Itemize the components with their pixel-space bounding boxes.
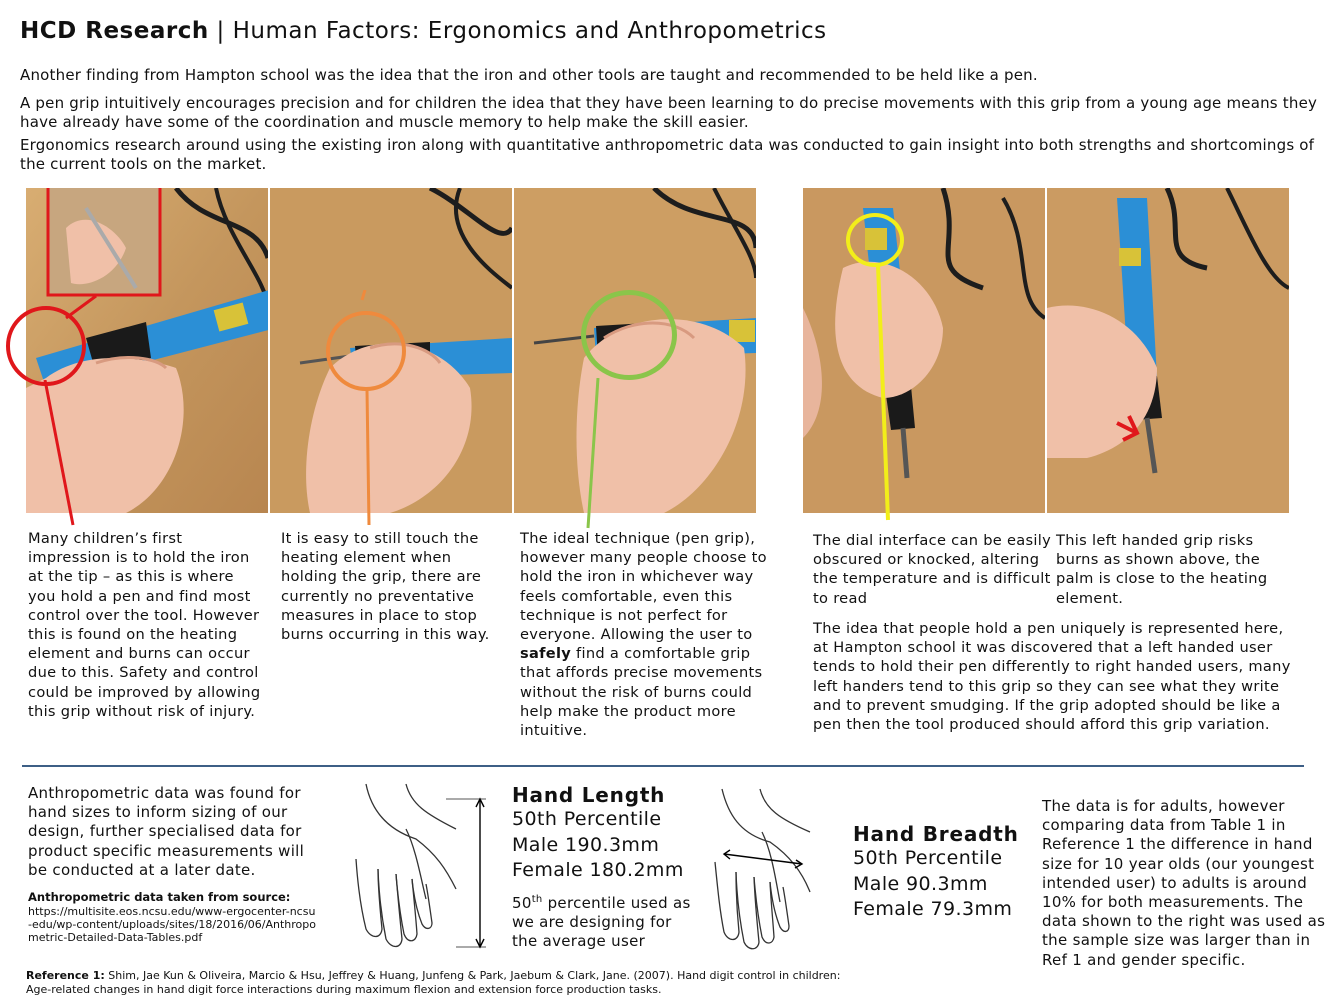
caption-pen-uniqueness: The idea that people hold a pen uniquely is represented here, at Hampton school it was discovered that a left handed user tends to hold their pen differently to right handed users, many left handers tend to this grip so they can see what they write and to prevent smudging. If the grip adopted should be like a pen then the tool produced should afford this grip variation. — [813, 620, 1291, 734]
hand-breadth-illustration — [710, 784, 845, 954]
photo-left-handed-grip — [1047, 188, 1289, 513]
yellow-highlight-circle — [846, 213, 904, 267]
hand-length-illustration — [346, 779, 496, 954]
intro-p2: A pen grip intuitively encourages precision and for children the idea that they have been learning to do precise movements with this grip from a young age means they have already have some of the coordination and muscle memory to help make the skill easier. — [20, 94, 1318, 131]
orange-callout-line — [350, 290, 380, 530]
caption-pen-grip-b: find a comfortable grip that affords precise movements without the risk of burns could help make the product more intuitive. — [520, 645, 763, 740]
caption-pen-grip-bold: safely — [520, 645, 572, 663]
section-divider — [22, 765, 1304, 767]
hand-length-title: Hand Length — [512, 783, 666, 807]
percentile-note-rest: percentile used as we are designing for the average user — [512, 894, 691, 951]
caption-left-handed: This left handed grip risks burns as shown above, the palm is close to the heating element. — [1056, 532, 1268, 607]
hand-breadth-percentile: 50th Percentile — [853, 847, 1003, 869]
percentile-note — [512, 890, 692, 952]
green-highlight-circle — [581, 290, 677, 380]
green-callout-line — [580, 378, 610, 533]
hand-breadth-male: Male 90.3mm — [853, 873, 988, 895]
photo-dial-obscured — [803, 188, 1045, 513]
source-label: Anthropometric data taken from source: — [28, 890, 291, 904]
title-bold: HCD Research — [20, 18, 209, 44]
caption-pen-grip-a: The ideal technique (pen grip), however many people choose to hold the iron in whichever way feels comfortable, even this technique is not perfect for everyone. Allowing the user to — [520, 530, 767, 644]
source-url: https://multisite.eos.ncsu.edu/www-ergocenter-ncsu-edu/wp-content/uploads/sites/18/2016/06/Anthropometric-Detailed-Data-Tables.pdf — [28, 905, 316, 944]
percentile-note-sup: th — [531, 894, 543, 905]
title-separator: | — [216, 18, 225, 44]
title-rest: Human Factors: Ergonomics and Anthropometrics — [232, 18, 827, 44]
yellow-callout-line — [870, 265, 900, 525]
reference-text: Shim, Jae Kun & Oliveira, Marcio & Hsu, Jeffrey & Huang, Junfeng & Park, Jaebum & Clark, Jane. (2007). Hand digit control in children: Age-related changes in hand digit force interactions during maximum flexion and extension force production tasks. — [26, 969, 841, 996]
caption-pen-grip — [520, 529, 782, 740]
anthro-comparison-text: The data is for adults, however comparing data from Table 1 in Reference 1 the difference in hand size for 10 year olds (our youngest intended user) to adults is around 10% for both measurements. The data shown to the right was used as the sample size was larger than in Ref 1 and gender specific. — [1042, 797, 1326, 969]
anthro-intro: Anthropometric data was found for hand sizes to inform sizing of our design, further specialised data for product specific measurements will be conducted at a later date. — [28, 784, 305, 879]
hand-length-male: Male 190.3mm — [512, 834, 660, 856]
percentile-note-num: 50 — [512, 894, 532, 912]
red-highlight-circle — [6, 306, 86, 386]
intro-p3: Ergonomics research around using the existing iron along with quantitative anthropometric data was conducted to gain insight into both strengths and shortcomings of the current tools on the market. — [20, 136, 1315, 173]
intro-p1: Another finding from Hampton school was the idea that the iron and other tools are taught and recommended to be held like a pen. — [20, 66, 1038, 84]
caption-dial: The dial interface can be easily obscured or knocked, altering the temperature and is difficult to read — [813, 532, 1052, 607]
caption-grip-near-element: It is easy to still touch the heating element when holding the grip, there are currently no preventative measures in place to stop burns occurring in this way. — [281, 530, 490, 644]
reference-1 — [26, 969, 866, 996]
hand-length-percentile: 50th Percentile — [512, 808, 662, 830]
red-callout-line — [30, 380, 80, 530]
hand-breadth-title: Hand Breadth — [853, 822, 1019, 846]
caption-tip-grip: Many children’s first impression is to hold the iron at the tip – as this is where you hold a pen and find most control over the tool. However this is found on the heating element and burns can occur due to this. Safety and control could be improved by allowing this grip without risk of injury. — [28, 530, 261, 720]
reference-label: Reference 1: — [26, 969, 105, 982]
hand-breadth-female: Female 79.3mm — [853, 898, 1013, 920]
hand-length-female: Female 180.2mm — [512, 859, 684, 881]
page-title — [20, 18, 827, 44]
